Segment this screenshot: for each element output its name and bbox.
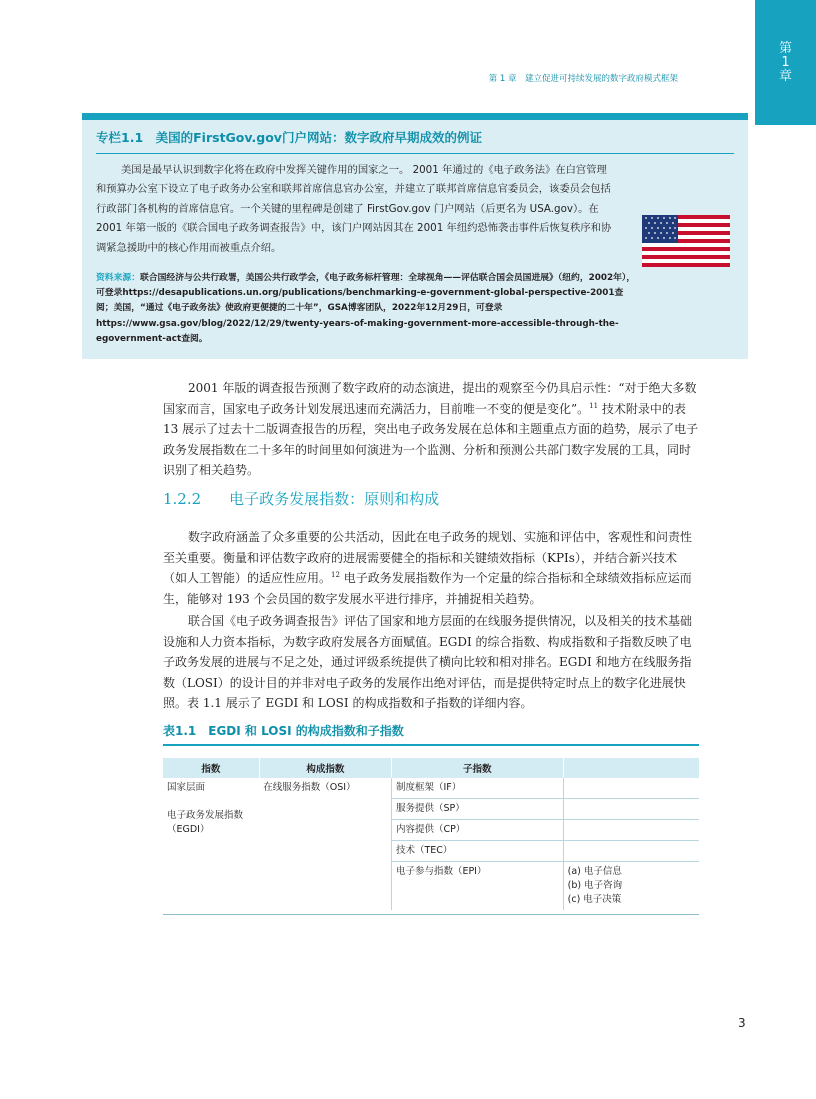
footnote-11[interactable]: 11 [589, 401, 599, 410]
chapter-tab-line3: 章 [778, 69, 792, 84]
section-heading [163, 488, 439, 509]
epi-items-cell [563, 862, 699, 911]
sub-extra-empty [563, 799, 699, 820]
running-header: 第 1 章 建立促进可持续发展的数字政府模式框架 [488, 74, 678, 84]
section-number: 1.2.2 [163, 490, 202, 508]
index-cell [163, 778, 259, 910]
epi-item-consultation: (b) 电子咨询 [567, 880, 623, 891]
paragraph-2-text-cont: 电子政务发展指数作为一个定量的综合指标和全球绩效指标应运而生，能够对 193 个会员国的数字发展水平进行排序，并捕捉相关趋势。 [163, 571, 692, 606]
box-source [96, 271, 636, 347]
box-paragraph-text: 美国是最早认识到数字化将在政府中发挥关键作用的国家之一。 2001 年通过的《电子政务法》在白宫管理和预算办公室下设立了电子政务办公室和联邦首席信息官办公室，并建立了联邦首席信息官委员会，该委员会包括行政部门各机构的首席信息官。一个关键的里程碑是创建了 FirstGov.gov 门户网站（后更名为 USA.gov）。在 2001 年第一版的《联合国电子政务调查报告》中，该门户网站因其在 2001 年纽约恐怖袭击事件后恢复秩序和协调紧急援助中的核心作用而被重点介绍。 [96, 164, 612, 254]
sub-extra-empty [563, 778, 699, 799]
egdi-name: 电子政务发展指数 [167, 810, 244, 821]
egdi-abbr: （EGDI） [167, 824, 210, 835]
paragraph-1-text: 2001 年版的调查报告预测了数字政府的动态演进，提出的观察至今仍具启示性：“对于绝大多数国家而言，国家电子政务计划发展迅速而充满活力，目前唯一不变的便是变化”。 [163, 381, 697, 416]
chapter-tab [755, 0, 816, 125]
header-extra [563, 758, 699, 778]
paragraph-3-text: 联合国《电子政务调查报告》评估了国家和地方层面的在线服务提供情况，以及相关的技术基础设施和人力资本指标，为数字政府发展各方面赋值。EGDI 的综合指数、构成指数和子指数反映了电子政务发展的进展与不足之处，通过评级系统提供了横向比较和相对排名。EGDI 和地方在线服务指数（LOSI）的设计目的并非对电子政务的发展作出绝对评估，而是提供特定时点上的数字化进展快照。表 1.1 展示了 EGDI 和 LOSI 的构成指数和子指数的详细内容。 [163, 614, 693, 710]
sub-extra-empty [563, 841, 699, 862]
source-text: 联合国经济与公共行政署，美国公共行政学会，《电子政务标杆管理：全球视角——评估联合国会员国进展》（纽约，2002年），可登录https://desapublications.un.org/publications/benchmarking-e-government-global-perspective-2001查阅；美国，“通过《电子政务法》使政府更便捷的二十年”，GSA博客团队，2022年12月29日，可登录https://www.gsa.gov/blog/2022/12/29/twenty-years-of-making-government-more-accessible-through-the-egovernment-act查阅。 [96, 273, 636, 344]
box-top-bar [82, 113, 748, 120]
section-title: 电子政务发展指数：原则和构成 [229, 490, 440, 508]
header-component: 构成指数 [259, 758, 391, 778]
table-caption: 表1.1 EGDI 和 LOSI 的构成指数和子指数 [163, 724, 404, 738]
chapter-tab-line1: 第 [778, 41, 792, 56]
index-level: 国家层面 [167, 782, 206, 793]
index-table [163, 758, 699, 910]
paragraph-2-text: 数字政府涵盖了众多重要的公共活动，因此在电子政务的规划、实施和评估中，客观性和问责性至关重要。衡量和评估数字政府的进展需要健全的指标和关键绩效指标（KPIs），并结合新兴技术（如人工智能）的适应性应用。 [163, 530, 693, 585]
table-row [163, 778, 699, 799]
table-header-row [163, 758, 699, 778]
sub-index-if: 制度框架（IF） [391, 778, 563, 799]
header-sub: 子指数 [391, 758, 563, 778]
body-paragraph-1 [163, 378, 699, 481]
box-panel [82, 113, 748, 359]
footnote-12[interactable]: 12 [331, 571, 340, 579]
sub-index-cp: 内容提供（CP） [391, 820, 563, 841]
sub-index-sp: 服务提供（SP） [391, 799, 563, 820]
paragraph-1-text-cont: 技术附录中的表 13 展示了过去十二版调查报告的历程，突出电子政务发展在总体和主题重点方面的趋势，展示了电子政务发展指数在二十多年的时间里如何演进为一个监测、分析和预测公共部门数字发展的工具，同时识别了相关趋势。 [163, 401, 699, 477]
component-cell: 在线服务指数（OSI） [263, 782, 356, 793]
epi-item-information: (a) 电子信息 [567, 866, 622, 877]
table-bottom-rule [163, 914, 699, 915]
sub-index-tec: 技术（TEC） [391, 841, 563, 862]
page-number: 3 [738, 1016, 746, 1030]
table-top-rule [163, 744, 699, 746]
header-index: 指数 [163, 758, 259, 778]
us-flag-icon [642, 215, 730, 267]
sub-extra-empty [563, 820, 699, 841]
chapter-tab-line2: 1 [781, 55, 790, 70]
body-paragraph-3 [163, 611, 699, 714]
body-paragraph-2 [163, 527, 699, 609]
box-paragraph [96, 161, 616, 258]
source-label: 资料来源： [96, 273, 140, 283]
box-title-divider [96, 153, 734, 154]
sub-index-epi: 电子参与指数（EPI） [391, 862, 563, 911]
epi-item-decision: (c) 电子决策 [567, 894, 622, 905]
box-title: 专栏1.1 美国的FirstGov.gov门户网站：数字政府早期成效的例证 [96, 130, 482, 145]
